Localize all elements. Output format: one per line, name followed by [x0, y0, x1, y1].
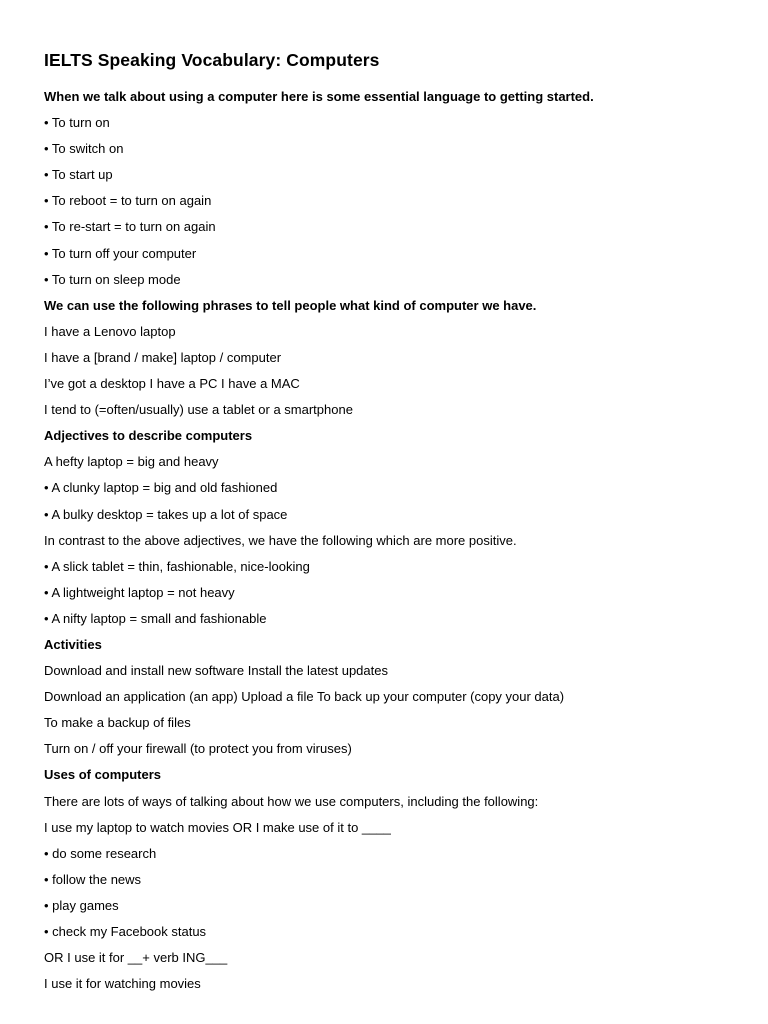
body-line: In contrast to the above adjectives, we have the following which are more positive.: [44, 532, 517, 548]
bullet-item: • play games: [44, 897, 119, 913]
section-heading: When we talk about using a computer here is some essential language to getting started.: [44, 89, 594, 104]
bullet-item: • follow the news: [44, 871, 142, 887]
body-line: There are lots of ways of talking about how we use computers, including the following:: [44, 793, 539, 809]
body-line: I have a Lenovo laptop: [44, 323, 176, 339]
body-line: I have a [brand / make] laptop / computer: [44, 349, 282, 365]
bullet-item: • A slick tablet = thin, fashionable, nice-looking: [44, 558, 310, 574]
body-line: OR I use it for __+ verb ING___: [44, 950, 228, 966]
bullet-item: • To reboot = to turn on again: [44, 193, 212, 209]
bullet-item: • To start up: [44, 167, 113, 183]
body-line: Download and install new software Install the latest updates: [44, 663, 388, 679]
body-line: A hefty laptop = big and heavy: [44, 454, 219, 470]
body-line: I use it for watching movies: [44, 976, 201, 992]
body-line: I tend to (=often/usually) use a tablet or a smartphone: [44, 402, 353, 418]
body-line: Turn on / off your firewall (to protect you from viruses): [44, 741, 352, 757]
document-title: IELTS Speaking Vocabulary: Computers: [44, 50, 380, 70]
bullet-item: • To turn on sleep mode: [44, 271, 181, 287]
bullet-item: • To switch on: [44, 141, 124, 157]
section-heading: Activities: [44, 636, 102, 652]
bullet-item: • To turn off your computer: [44, 245, 197, 261]
bullet-item: • A nifty laptop = small and fashionable: [44, 610, 267, 626]
bullet-item: • check my Facebook status: [44, 924, 207, 939]
section-heading: We can use the following phrases to tell people what kind of computer we have.: [44, 297, 537, 313]
bullet-item: • A lightweight laptop = not heavy: [44, 584, 235, 600]
bullet-item: • A clunky laptop = big and old fashioned: [44, 480, 278, 496]
section-heading: Adjectives to describe computers: [44, 428, 253, 444]
bullet-item: • do some research: [44, 845, 157, 861]
body-line: To make a backup of files: [44, 715, 191, 731]
bullet-item: • A bulky desktop = takes up a lot of space: [44, 506, 288, 522]
body-line: I’ve got a desktop I have a PC I have a MAC: [44, 376, 300, 392]
document-body: [44, 84, 728, 997]
bullet-item: • To re-start = to turn on again: [44, 219, 216, 235]
body-line: I use my laptop to watch movies OR I make use of it to ____: [44, 819, 391, 835]
body-line: Download an application (an app) Upload a file To back up your computer (copy your data): [44, 689, 565, 705]
bullet-item: • To turn on: [44, 115, 110, 131]
section-heading: Uses of computers: [44, 767, 162, 783]
